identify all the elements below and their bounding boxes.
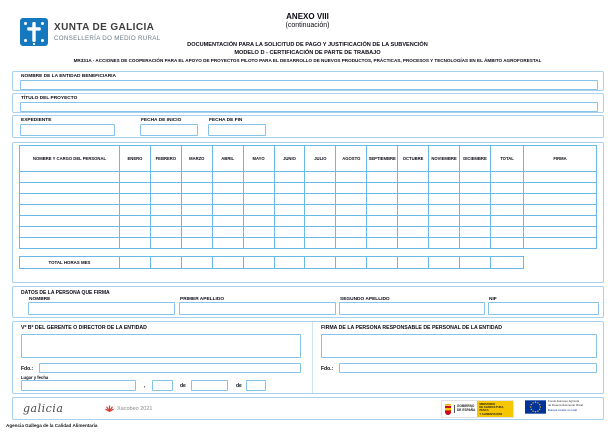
hours-cell[interactable] bbox=[274, 172, 305, 183]
hours-cell[interactable] bbox=[274, 205, 305, 216]
signer-nombre-label: NOMBRE bbox=[29, 297, 51, 302]
ministerio-line1: MINISTERIO bbox=[479, 403, 496, 406]
gerente-signature-box[interactable] bbox=[21, 334, 301, 358]
hours-cell[interactable] bbox=[305, 172, 336, 183]
hours-cell[interactable] bbox=[459, 194, 490, 205]
signer-primer-apellido-label: PRIMER APELLIDO bbox=[180, 297, 225, 302]
hours-cell[interactable] bbox=[120, 238, 151, 249]
hours-cell[interactable] bbox=[181, 183, 212, 194]
hours-cell[interactable] bbox=[305, 183, 336, 194]
hours-cell[interactable] bbox=[398, 183, 429, 194]
hours-cell[interactable] bbox=[491, 216, 524, 227]
hours-cell[interactable] bbox=[20, 205, 120, 216]
hours-cell[interactable] bbox=[120, 227, 151, 238]
hours-cell[interactable] bbox=[243, 227, 274, 238]
eu-text bbox=[548, 400, 583, 413]
signatures-divider bbox=[312, 322, 313, 393]
gobierno-line2: DE ESPAÑA bbox=[457, 408, 476, 412]
hours-cell[interactable] bbox=[120, 183, 151, 194]
hours-cell[interactable] bbox=[524, 172, 597, 183]
hours-cell[interactable] bbox=[336, 172, 367, 183]
hours-cell[interactable] bbox=[181, 216, 212, 227]
hours-cell[interactable] bbox=[429, 227, 460, 238]
totals-month-cell[interactable] bbox=[429, 257, 460, 269]
hours-cell[interactable] bbox=[243, 194, 274, 205]
hours-cell[interactable] bbox=[398, 205, 429, 216]
totals-month-cell[interactable] bbox=[150, 257, 181, 269]
hours-cell[interactable] bbox=[305, 205, 336, 216]
hours-cell[interactable] bbox=[398, 227, 429, 238]
responsable-signature-box[interactable] bbox=[321, 334, 597, 358]
gobierno-line1: GOBIERNO bbox=[457, 404, 475, 409]
hours-cell[interactable] bbox=[459, 216, 490, 227]
hours-cell[interactable] bbox=[150, 238, 181, 249]
hours-cell[interactable] bbox=[524, 227, 597, 238]
project-title-label: TÍTULO DEL PROYECTO bbox=[21, 96, 78, 101]
fecha-inicio-label: FECHA DE INICIO bbox=[141, 118, 182, 123]
section-signer bbox=[12, 286, 604, 318]
hours-table-row bbox=[20, 194, 597, 205]
hours-cell[interactable] bbox=[491, 194, 524, 205]
hours-cell[interactable] bbox=[212, 205, 243, 216]
hours-cell[interactable] bbox=[150, 183, 181, 194]
hours-cell[interactable] bbox=[398, 216, 429, 227]
hours-cell[interactable] bbox=[459, 238, 490, 249]
hours-cell[interactable] bbox=[181, 205, 212, 216]
entity-name-label: NOMBRE DE LA ENTIDAD BENEFICIARIA bbox=[21, 74, 116, 79]
hours-cell[interactable] bbox=[150, 227, 181, 238]
totals-total-cell[interactable] bbox=[491, 257, 524, 269]
section-project-title bbox=[12, 93, 604, 113]
entity-name-input[interactable] bbox=[20, 80, 598, 90]
hours-cell[interactable] bbox=[367, 227, 398, 238]
hours-cell[interactable] bbox=[243, 205, 274, 216]
responsable-fdo-label: Fdo.: bbox=[321, 366, 334, 372]
signer-segundo-apellido-input[interactable] bbox=[339, 302, 485, 315]
org-name: XUNTA DE GALICIA bbox=[54, 22, 155, 33]
hours-column-header: JULIO bbox=[305, 146, 336, 172]
hours-cell[interactable] bbox=[305, 227, 336, 238]
hours-cell[interactable] bbox=[524, 238, 597, 249]
de-text-1: de bbox=[180, 383, 186, 389]
hours-cell[interactable] bbox=[212, 216, 243, 227]
hours-cell[interactable] bbox=[491, 205, 524, 216]
agency-name: Agencia Gallega de la Calidad Alimentaria bbox=[6, 423, 98, 428]
totals-month-cell[interactable] bbox=[212, 257, 243, 269]
ministerio-line3: Y ALIMENTACIÓN bbox=[479, 412, 503, 416]
spain-coat-of-arms-icon bbox=[444, 404, 452, 415]
hours-cell[interactable] bbox=[336, 216, 367, 227]
hours-cell[interactable] bbox=[305, 216, 336, 227]
hours-cell[interactable] bbox=[243, 216, 274, 227]
section-footer bbox=[12, 397, 604, 420]
hours-column-header: JUNIO bbox=[274, 146, 305, 172]
hours-column-header: FEBRERO bbox=[150, 146, 181, 172]
hours-cell[interactable] bbox=[336, 194, 367, 205]
hours-cell[interactable] bbox=[150, 216, 181, 227]
annex-subtitle: (continuación) bbox=[285, 22, 330, 29]
hours-cell[interactable] bbox=[181, 172, 212, 183]
hours-cell[interactable] bbox=[274, 194, 305, 205]
hours-table-header-row bbox=[20, 146, 597, 172]
expediente-label: EXPEDIENTE bbox=[21, 118, 52, 123]
doc-title-line3: MR331A - ACCIONES DE COOPERACIÓN PARA EL APOYO DE PROYECTOS PILOTO PARA EL DESARROLLO DE NUEVOS PRODUCTOS, PRÁCTICAS, PROCESOS Y TECNOLOGÍAS EN EL ÁMBITO AGROFORESTAL bbox=[73, 58, 542, 63]
hours-cell[interactable] bbox=[336, 183, 367, 194]
hours-cell[interactable] bbox=[429, 205, 460, 216]
hours-cell[interactable] bbox=[491, 227, 524, 238]
hours-column-header: MAYO bbox=[243, 146, 274, 172]
hours-cell[interactable] bbox=[524, 205, 597, 216]
hours-cell[interactable] bbox=[305, 238, 336, 249]
expediente-input[interactable] bbox=[20, 124, 115, 136]
signer-title: DATOS DE LA PERSONA QUE FIRMA bbox=[21, 290, 110, 296]
totals-label: TOTAL HORAS MES bbox=[20, 257, 120, 269]
lugar-input[interactable] bbox=[21, 380, 136, 391]
year-input[interactable] bbox=[246, 380, 266, 391]
hours-cell[interactable] bbox=[429, 216, 460, 227]
hours-cell[interactable] bbox=[459, 183, 490, 194]
hours-cell[interactable] bbox=[429, 172, 460, 183]
hours-column-header: NOVIEMBRE bbox=[429, 146, 460, 172]
hours-table bbox=[19, 145, 597, 249]
hours-table-body bbox=[20, 172, 597, 249]
hours-cell[interactable] bbox=[20, 216, 120, 227]
org-dept: CONSELLERÍA DO MEDIO RURAL bbox=[54, 35, 161, 42]
section-expediente bbox=[12, 115, 604, 138]
hours-cell[interactable] bbox=[181, 227, 212, 238]
de-text-2: de bbox=[236, 383, 242, 389]
xacobeo-logo bbox=[105, 404, 152, 413]
lugar-fecha-label: Lugar y fecha bbox=[21, 375, 49, 380]
hours-cell[interactable] bbox=[336, 227, 367, 238]
totals-month-cell[interactable] bbox=[459, 257, 490, 269]
responsable-title: FIRMA DE LA PERSONA RESPONSABLE DE PERSONAL DE LA ENTIDAD bbox=[321, 325, 502, 331]
hours-cell[interactable] bbox=[20, 227, 120, 238]
hours-cell[interactable] bbox=[20, 194, 120, 205]
hours-column-header: ENERO bbox=[120, 146, 151, 172]
galicia-logo: galicia bbox=[23, 402, 64, 415]
hours-cell[interactable] bbox=[367, 205, 398, 216]
hours-column-header: NOMBRE Y CARGO DEL PERSONAL bbox=[20, 146, 120, 172]
hours-column-header: MARZO bbox=[181, 146, 212, 172]
hours-cell[interactable] bbox=[150, 194, 181, 205]
xacobeo-shell-icon bbox=[105, 404, 114, 413]
totals-month-cell[interactable] bbox=[181, 257, 212, 269]
hours-column-header: OCTUBRE bbox=[398, 146, 429, 172]
hours-cell[interactable] bbox=[398, 238, 429, 249]
hours-table-row bbox=[20, 183, 597, 194]
responsable-fdo-input[interactable] bbox=[339, 363, 597, 373]
comma-text: , bbox=[144, 383, 146, 389]
hours-cell[interactable] bbox=[524, 183, 597, 194]
hours-cell[interactable] bbox=[367, 216, 398, 227]
section-hours-table bbox=[12, 142, 604, 283]
spain-gov-logo bbox=[441, 400, 514, 418]
hours-cell[interactable] bbox=[150, 172, 181, 183]
section-signatures bbox=[12, 321, 604, 394]
hours-table-row bbox=[20, 205, 597, 216]
hours-cell[interactable] bbox=[459, 172, 490, 183]
hours-cell[interactable] bbox=[274, 183, 305, 194]
signer-nombre-input[interactable] bbox=[28, 302, 175, 315]
hours-cell[interactable] bbox=[274, 227, 305, 238]
hours-cell[interactable] bbox=[20, 238, 120, 249]
hours-cell[interactable] bbox=[120, 216, 151, 227]
hours-cell[interactable] bbox=[212, 183, 243, 194]
hours-cell[interactable] bbox=[212, 238, 243, 249]
totals-month-cell[interactable] bbox=[243, 257, 274, 269]
hours-table-row bbox=[20, 172, 597, 183]
fecha-fin-label: FECHA DE FIN bbox=[209, 118, 243, 123]
annex-title: ANEXO VIII bbox=[286, 12, 329, 21]
fecha-fin-input[interactable] bbox=[208, 124, 266, 136]
project-title-input[interactable] bbox=[20, 102, 598, 112]
hours-cell[interactable] bbox=[524, 194, 597, 205]
hours-cell[interactable] bbox=[243, 183, 274, 194]
hours-cell[interactable] bbox=[459, 227, 490, 238]
hours-column-header: AGOSTO bbox=[336, 146, 367, 172]
hours-column-header: FIRMA bbox=[524, 146, 597, 172]
hours-cell[interactable] bbox=[367, 183, 398, 194]
xacobeo-label: Xacobeo 2021 bbox=[117, 405, 153, 412]
hours-table-row bbox=[20, 216, 597, 227]
ministerio-text bbox=[477, 401, 513, 417]
eu-text-line3: Europa inviste no rural bbox=[548, 408, 577, 413]
hours-cell[interactable] bbox=[243, 172, 274, 183]
section-entity-name bbox=[12, 71, 604, 91]
hours-cell[interactable] bbox=[20, 183, 120, 194]
hours-cell[interactable] bbox=[367, 194, 398, 205]
totals-month-cell[interactable] bbox=[336, 257, 367, 269]
totals-month-cell[interactable] bbox=[398, 257, 429, 269]
hours-cell[interactable] bbox=[305, 194, 336, 205]
hours-cell[interactable] bbox=[429, 238, 460, 249]
hours-column-header: DICIEMBRE bbox=[459, 146, 490, 172]
hours-table-row bbox=[20, 238, 597, 249]
fecha-inicio-input[interactable] bbox=[140, 124, 198, 136]
gerente-fdo-input[interactable] bbox=[39, 363, 301, 373]
signer-nif-label: NIF bbox=[489, 297, 497, 302]
signer-nif-input[interactable] bbox=[488, 302, 599, 315]
hours-cell[interactable] bbox=[398, 194, 429, 205]
hours-cell[interactable] bbox=[150, 205, 181, 216]
hours-cell[interactable] bbox=[398, 172, 429, 183]
hours-cell[interactable] bbox=[429, 194, 460, 205]
totals-table bbox=[19, 256, 524, 269]
hours-column-header: SEPTIEMBRE bbox=[367, 146, 398, 172]
eu-logo bbox=[525, 400, 583, 414]
hours-cell[interactable] bbox=[429, 183, 460, 194]
hours-cell[interactable] bbox=[181, 194, 212, 205]
totals-month-cell[interactable] bbox=[274, 257, 305, 269]
month-input[interactable] bbox=[191, 380, 228, 391]
hours-cell[interactable] bbox=[336, 238, 367, 249]
hours-column-header: ABRIL bbox=[212, 146, 243, 172]
totals-month-cell[interactable] bbox=[305, 257, 336, 269]
hours-cell[interactable] bbox=[181, 238, 212, 249]
hours-cell[interactable] bbox=[274, 238, 305, 249]
day-input[interactable] bbox=[152, 380, 173, 391]
hours-cell[interactable] bbox=[491, 172, 524, 183]
hours-cell[interactable] bbox=[120, 205, 151, 216]
totals-month-cell[interactable] bbox=[120, 257, 151, 269]
hours-cell[interactable] bbox=[524, 216, 597, 227]
eu-flag-icon bbox=[525, 400, 546, 414]
signer-primer-apellido-input[interactable] bbox=[179, 302, 336, 315]
hours-cell[interactable] bbox=[120, 194, 151, 205]
gerente-title: Vº Bº DEL GERENTE O DIRECTOR DE LA ENTIDAD bbox=[21, 325, 147, 331]
eu-text-line2: de Desenvolvemento Rural bbox=[548, 402, 583, 407]
signer-segundo-apellido-label: SEGUNDO APELLIDO bbox=[340, 297, 390, 302]
hours-cell[interactable] bbox=[336, 205, 367, 216]
gerente-fdo-label: Fdo.: bbox=[21, 366, 34, 372]
hours-cell[interactable] bbox=[459, 205, 490, 216]
hours-cell[interactable] bbox=[212, 172, 243, 183]
doc-title-line2: MODELO D - CERTIFICACIÓN DE PARTE DE TRABAJO bbox=[234, 50, 381, 56]
doc-title-line1: DOCUMENTACIÓN PARA LA SOLICITUD DE PAGO Y JUSTIFICACIÓN DE LA SUBVENCIÓN bbox=[187, 42, 428, 48]
hours-cell[interactable] bbox=[243, 238, 274, 249]
hours-cell[interactable] bbox=[212, 227, 243, 238]
totals-row bbox=[20, 257, 524, 269]
hours-table-row bbox=[20, 227, 597, 238]
hours-column-header: TOTAL bbox=[491, 146, 524, 172]
hours-cell[interactable] bbox=[120, 172, 151, 183]
gobierno-text bbox=[454, 405, 475, 412]
ministerio-line2: DE AGRICULTURA, PESCA bbox=[479, 406, 505, 413]
hours-cell[interactable] bbox=[491, 183, 524, 194]
hours-cell[interactable] bbox=[367, 238, 398, 249]
hours-cell[interactable] bbox=[20, 172, 120, 183]
hours-cell[interactable] bbox=[212, 194, 243, 205]
eu-text-line1: Fondo Europeo Agrícola bbox=[548, 399, 580, 403]
hours-cell[interactable] bbox=[274, 216, 305, 227]
hours-cell[interactable] bbox=[491, 238, 524, 249]
totals-month-cell[interactable] bbox=[367, 257, 398, 269]
hours-cell[interactable] bbox=[367, 172, 398, 183]
